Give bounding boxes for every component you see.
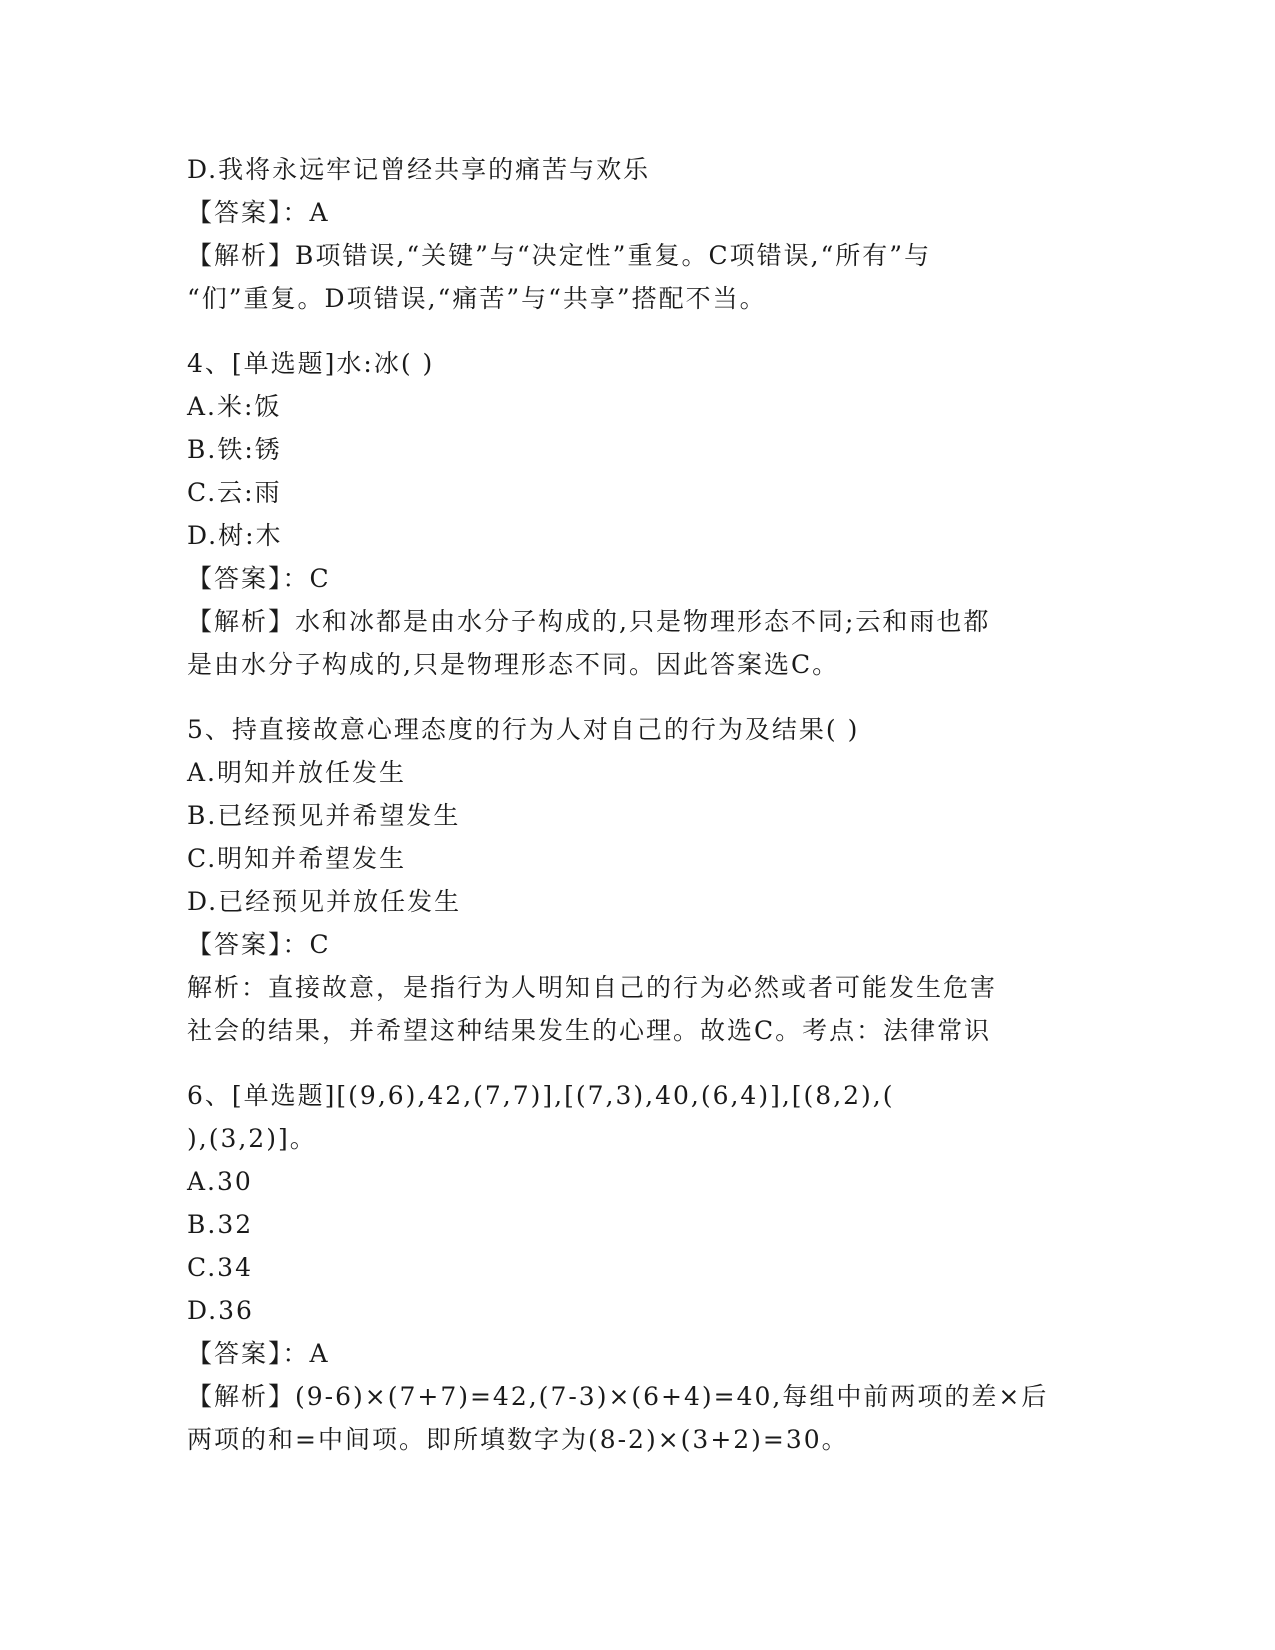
question-stem: 4、[单选题]水:冰( ): [187, 349, 435, 378]
option-c: C.34: [187, 1253, 253, 1282]
answer-line: 【答案】：A: [187, 198, 330, 227]
analysis-line: 社会的结果，并希望这种结果发生的心理。故选C。考点：法律常识: [187, 1016, 992, 1045]
question-stem: 6、[单选题][(9,6),42,(7,7)],[(7,3),40,(6,4)],[(8,2),(: [187, 1081, 895, 1110]
analysis-line: 解析：直接故意，是指行为人明知自己的行为必然或者可能发生危害: [187, 973, 998, 1002]
option-d: D.已经预见并放任发生: [187, 887, 462, 916]
question-6: [187, 1074, 1087, 1461]
analysis-line: “们”重复。D项错误,“痛苦”与“共享”搭配不当。: [187, 284, 767, 313]
analysis-line: 【解析】水和冰都是由水分子构成的,只是物理形态不同;云和雨也都: [187, 607, 991, 636]
analysis-line: 两项的和=中间项。即所填数字为(8-2)×(3+2)=30。: [187, 1425, 849, 1454]
analysis-line: 是由水分子构成的,只是物理形态不同。因此答案选C。: [187, 650, 840, 679]
question-3-tail: [187, 148, 1087, 320]
option-a: A.米:饭: [187, 392, 282, 421]
question-stem: 5、持直接故意心理态度的行为人对自己的行为及结果( ): [187, 715, 860, 744]
option-c: C.明知并希望发生: [187, 844, 407, 873]
option-a: A.明知并放任发生: [187, 758, 407, 787]
question-stem-continued: ),(3,2)]。: [187, 1124, 317, 1153]
option-d: D.36: [187, 1296, 254, 1325]
question-4: [187, 342, 1087, 686]
option-d: D.树:木: [187, 521, 283, 550]
answer-line: 【答案】：C: [187, 564, 331, 593]
option-a: A.30: [187, 1167, 253, 1196]
document-page: [187, 148, 1087, 1461]
answer-line: 【答案】：C: [187, 930, 331, 959]
option-b: B.铁:锈: [187, 435, 282, 464]
option-b: B.已经预见并希望发生: [187, 801, 461, 830]
option-b: B.32: [187, 1210, 254, 1239]
option-d: D.我将永远牢记曾经共享的痛苦与欢乐: [187, 155, 651, 184]
analysis-line: 【解析】B项错误,“关键”与“决定性”重复。C项错误,“所有”与: [187, 241, 932, 270]
analysis-line: 【解析】(9-6)×(7+7)=42,(7-3)×(6+4)=40,每组中前两项的差×后: [187, 1382, 1049, 1411]
question-5: [187, 708, 1087, 1052]
answer-line: 【答案】：A: [187, 1339, 330, 1368]
option-c: C.云:雨: [187, 478, 282, 507]
